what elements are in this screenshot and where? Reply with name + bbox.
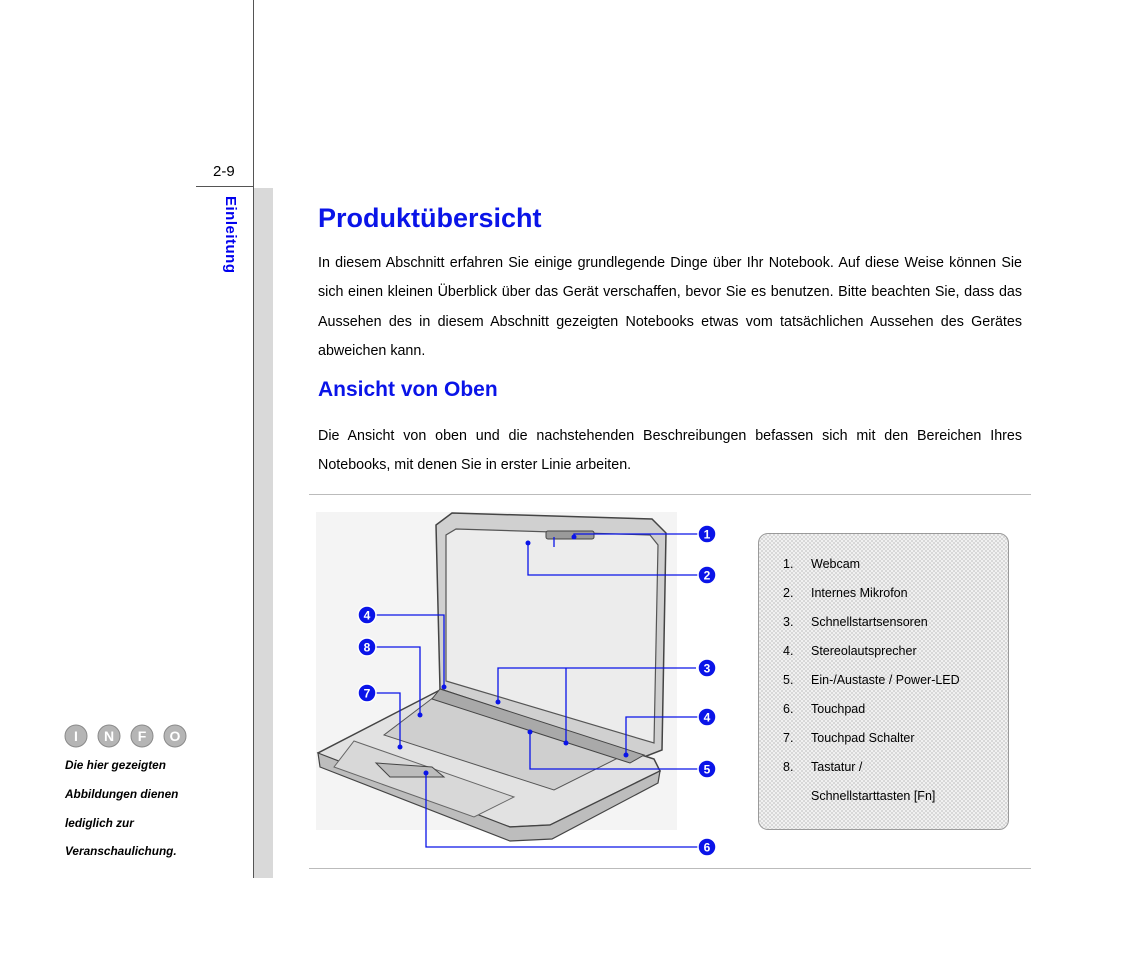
legend-item: 4. Stereolautsprecher (783, 644, 917, 658)
margin-bar (254, 188, 273, 878)
info-note (65, 755, 178, 870)
callout-4-left: 4 (363, 608, 371, 623)
legend-box (758, 533, 1009, 830)
info-line: Veranschaulichung. (65, 844, 177, 859)
legend-item: 5. Ein-/Austaste / Power-LED (783, 673, 960, 687)
info-line: Abbildungen dienen (65, 786, 179, 801)
callout-2: 2 (703, 568, 711, 583)
info-letter-i-icon (65, 725, 87, 747)
legend-item: 7. Touchpad Schalter (783, 731, 915, 745)
info-icon (64, 724, 188, 748)
callout-badge-8 (358, 638, 376, 656)
legend-item: 2. Internes Mikrofon (783, 586, 908, 600)
chapter-label: Einleitung (222, 196, 239, 274)
section-title: Ansicht von Oben (318, 378, 498, 401)
callout-badge-6 (698, 838, 716, 856)
callout-4-right: 4 (703, 710, 711, 725)
webcam-housing (546, 531, 594, 539)
divider-bottom (309, 868, 1031, 869)
page-number: 2-9 (213, 163, 235, 180)
callout-badge-3 (698, 659, 716, 677)
divider-top (309, 494, 1031, 495)
svg-text:O: O (169, 728, 181, 744)
info-letter-n-icon (98, 725, 120, 747)
info-line: lediglich zur (65, 815, 134, 830)
section-paragraph: Die Ansicht von oben und die nachstehenden Beschreibungen befassen sich mit den Bereichen Ihres Notebooks, mit denen Sie in erster Linie arbeiten. (318, 428, 1022, 474)
legend-list (783, 554, 960, 815)
intro-paragraph: In diesem Abschnitt erfahren Sie einige grundlegende Dinge über Ihr Notebook. Auf diese Weise können Sie sich einen kleinen Überblick über das Gerät verschaffen, bevor Sie es benutzen. Bitte beachten Sie, dass das Aussehen des in diesem Abschnitt gezeigten Notebooks etwas vom tatsächlichen Aussehen des Gerätes abweichen kann. (318, 255, 1022, 359)
callout-6: 6 (703, 840, 711, 855)
callout-8: 8 (363, 640, 371, 655)
legend-item: 3. Schnellstartsensoren (783, 615, 928, 629)
callout-badge-1 (698, 525, 716, 543)
callout-badge-7 (358, 684, 376, 702)
callout-7: 7 (363, 686, 371, 701)
callout-badge-5 (698, 760, 716, 778)
callout-5: 5 (703, 762, 711, 777)
callout-1: 1 (703, 527, 711, 542)
laptop-top-view-figure (314, 505, 734, 861)
page-number-rule (196, 186, 254, 187)
callout-3: 3 (703, 661, 711, 676)
svg-text:F: F (137, 728, 147, 744)
svg-text:I: I (74, 728, 78, 744)
page-title: Produktübersicht (318, 203, 542, 233)
legend-continuation: Schnellstarttasten [Fn] (811, 789, 936, 803)
info-line: Die hier gezeigten (65, 758, 166, 772)
info-letter-o-icon (164, 725, 186, 747)
legend-item: 6. Touchpad (783, 702, 866, 716)
callout-badge-4b (698, 708, 716, 726)
legend-item: 8. Tastatur / (783, 760, 863, 774)
legend-item: 1. Webcam (783, 557, 861, 571)
callout-badge-2 (698, 566, 716, 584)
info-letter-f-icon (131, 725, 153, 747)
callout-badge-4a (358, 606, 376, 624)
svg-text:N: N (103, 728, 115, 744)
